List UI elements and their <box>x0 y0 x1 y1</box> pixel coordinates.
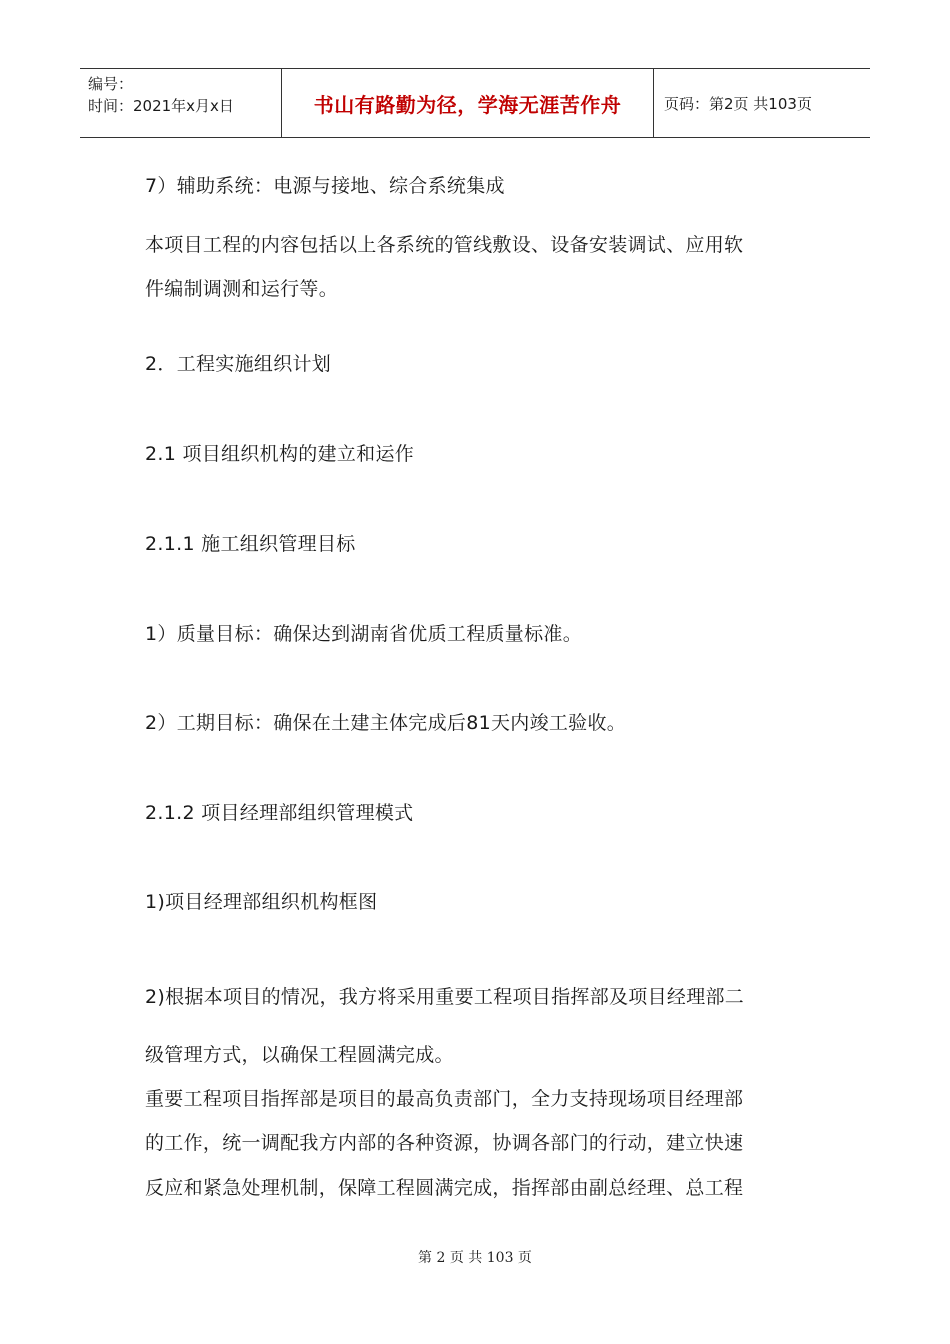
body-line: 7）辅助系统：电源与接地、综合系统集成 <box>145 175 505 197</box>
body-line: 反应和紧急处理机制，保障工程圆满完成，指挥部由副总经理、总工程 <box>145 1177 744 1199</box>
header-page-info: 页码：第2页 共103页 <box>664 94 812 113</box>
body-line: 级管理方式，以确保工程圆满完成。 <box>145 1044 454 1066</box>
section-heading: 2．工程实施组织计划 <box>145 353 332 375</box>
body-line: 1）质量目标：确保达到湖南省优质工程质量标准。 <box>145 623 582 645</box>
section-heading: 2.1.1 施工组织管理目标 <box>145 533 356 555</box>
header-meta-cell <box>80 69 282 137</box>
body-line: 本项目工程的内容包括以上各系统的管线敷设、设备安装调试、应用软 <box>145 234 744 256</box>
body-line: 2）工期目标：确保在土建主体完成后81天内竣工验收。 <box>145 712 627 734</box>
body-line: 的工作，统一调配我方内部的各种资源，协调各部门的行动，建立快速 <box>145 1132 744 1154</box>
header-motto: 书山有路勤为径，学海无涯苦作舟 <box>313 92 622 117</box>
page-footer: 第 2 页 共 103 页 <box>418 1250 532 1266</box>
section-heading: 2.1.2 项目经理部组织管理模式 <box>145 802 414 824</box>
header-motto-cell <box>282 69 654 137</box>
document-date-label: 时间：2021年x月x日 <box>88 97 234 115</box>
body-line: 1)项目经理部组织机构框图 <box>145 891 378 913</box>
document-number-label: 编号： <box>88 75 134 93</box>
header-page-cell <box>654 69 870 137</box>
page-header <box>80 68 870 138</box>
section-heading: 2.1 项目组织机构的建立和运作 <box>145 443 415 465</box>
body-line: 重要工程项目指挥部是项目的最高负责部门，全力支持现场项目经理部 <box>145 1088 744 1110</box>
body-line: 件编制调测和运行等。 <box>145 278 339 300</box>
body-line: 2)根据本项目的情况，我方将采用重要工程项目指挥部及项目经理部二 <box>145 986 745 1008</box>
